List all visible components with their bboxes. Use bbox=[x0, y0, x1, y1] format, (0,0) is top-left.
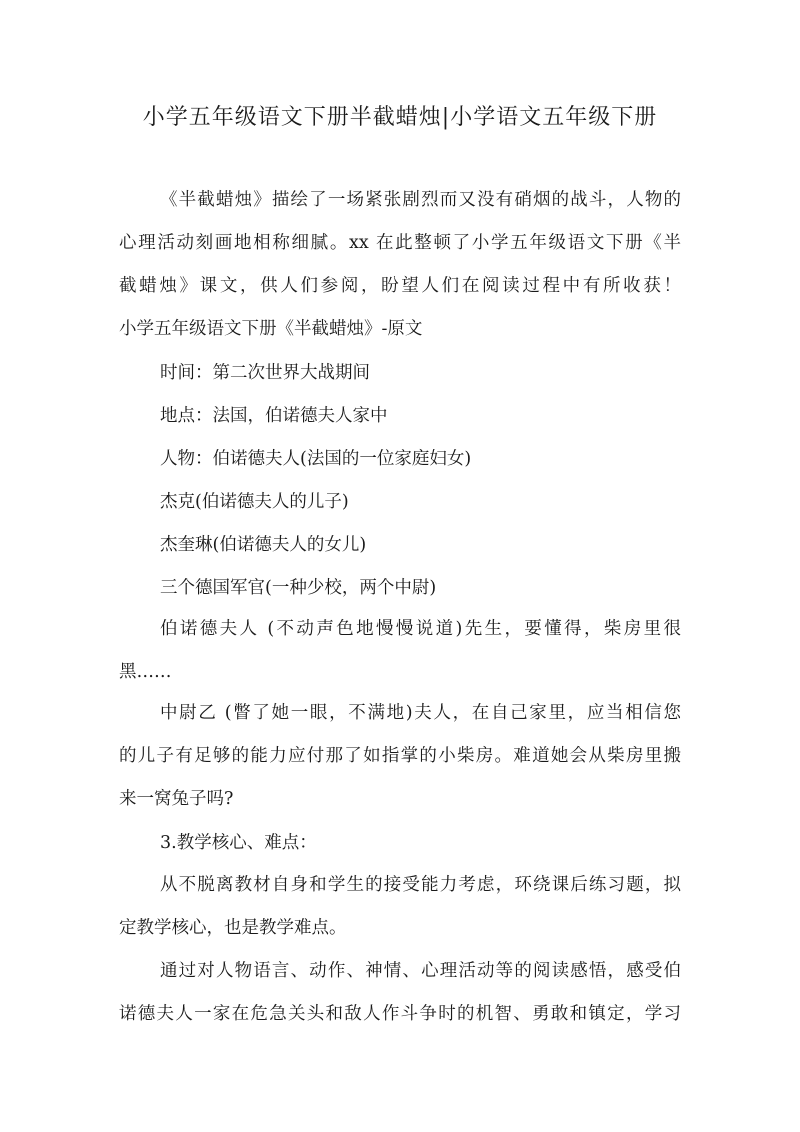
body-line: 《半截蜡烛》描绘了一场紧张剧烈而又没有硝烟的战斗，人物的 bbox=[160, 190, 681, 210]
body-line: 从不脱离教材自身和学生的接受能力考虑，环绕课后练习题，拟 bbox=[160, 875, 681, 895]
body-line: 的儿子有足够的能力应付那了如指掌的小柴房。难道她会从柴房里搬 bbox=[119, 746, 681, 766]
body-line: 伯诺德夫人 (不动声色地慢慢说道)先生，要懂得，柴房里很 bbox=[160, 619, 681, 639]
body-line: 地点：法国，伯诺德夫人家中 bbox=[160, 406, 388, 426]
section-heading: 小学五年级语文下册《半截蜡烛》-原文 bbox=[119, 319, 423, 339]
document-title: 小学五年级语文下册半截蜡烛|小学语文五年级下册 bbox=[142, 105, 658, 130]
body-line: 来一窝兔子吗? bbox=[119, 789, 234, 809]
body-line: 人物：伯诺德夫人(法国的一位家庭妇女) bbox=[160, 449, 472, 469]
body-line: 杰奎琳(伯诺德夫人的女儿) bbox=[160, 535, 367, 555]
body-line: 三个德国军官(一种少校，两个中尉) bbox=[160, 578, 437, 598]
body-line: 杰克(伯诺德夫人的儿子) bbox=[160, 492, 349, 512]
body-line: 心理活动刻画地相称细腻。xx 在此整顿了小学五年级语文下册《半 bbox=[119, 233, 681, 253]
body-line: 时间：第二次世界大战期间 bbox=[160, 363, 370, 383]
section-heading: 3.教学核心、难点： bbox=[160, 833, 317, 853]
body-line: 通过对人物语言、动作、神情、心理活动等的阅读感悟，感受伯 bbox=[160, 961, 681, 981]
body-line: 截蜡烛》课文，供人们参阅，盼望人们在阅读过程中有所收获！ bbox=[119, 276, 681, 296]
body-line: 定教学核心，也是教学难点。 bbox=[119, 918, 347, 938]
body-line: 中尉乙 (瞥了她一眼，不满地)夫人，在自己家里，应当相信您 bbox=[160, 703, 681, 723]
body-line: 黑…… bbox=[119, 662, 172, 682]
body-line: 诺德夫人一家在危急关头和敌人作斗争时的机智、勇敢和镇定，学习 bbox=[119, 1004, 681, 1024]
